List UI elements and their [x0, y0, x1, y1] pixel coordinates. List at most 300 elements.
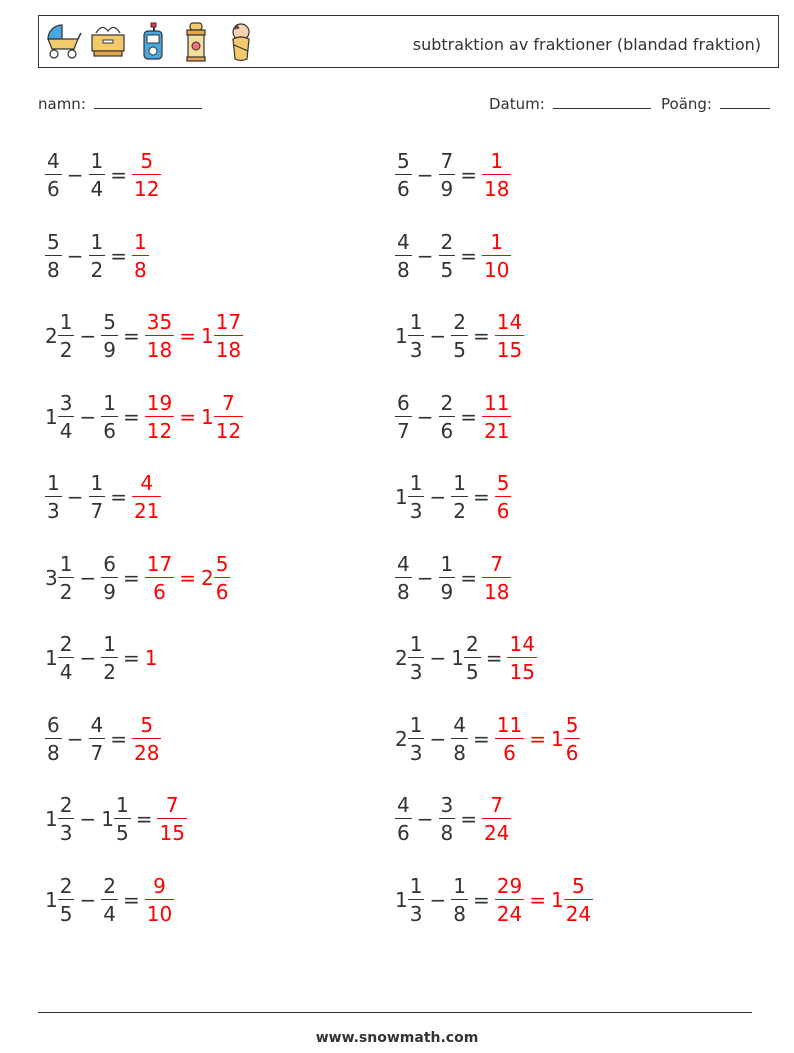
answer-value-denominator: 24 — [496, 901, 523, 926]
problem-row — [395, 710, 580, 768]
header-box — [38, 15, 779, 68]
answer-value-numerator: 7 — [490, 793, 504, 817]
minuend — [395, 873, 424, 926]
subtrahend — [451, 312, 468, 360]
answer-value-fraction — [482, 151, 511, 199]
answer-value — [145, 390, 174, 443]
minus-sign: − — [416, 243, 434, 268]
minus-sign: − — [79, 565, 97, 590]
subtrahend — [439, 229, 456, 282]
answer-value — [201, 312, 243, 360]
answer-value-numerator: 1 — [490, 229, 504, 254]
answer — [482, 151, 511, 199]
answer-value-fraction — [214, 551, 231, 604]
minuend-fraction — [58, 312, 75, 360]
minuend-numerator: 2 — [59, 793, 73, 817]
problem-row — [395, 227, 511, 285]
minuend — [45, 229, 62, 282]
minus-sign: − — [416, 163, 434, 187]
problem-row — [45, 710, 161, 768]
minuend-denominator: 4 — [59, 418, 73, 443]
answer — [145, 551, 231, 604]
answer-value-fraction — [495, 312, 524, 360]
minuend-denominator: 8 — [397, 257, 410, 282]
subtrahend-numerator: 2 — [440, 229, 454, 254]
worksheet-title: subtraktion av fraktioner (blandad fraktion) — [412, 35, 761, 54]
subtrahend-numerator: 1 — [90, 229, 104, 254]
answer-value-numerator: 5 — [565, 712, 579, 737]
answer-value-denominator: 8 — [134, 257, 147, 282]
answer-value-numerator: 1 — [490, 149, 504, 173]
minus-sign: − — [416, 404, 434, 429]
equals-sign: = — [472, 887, 490, 912]
equals-sign: = — [110, 243, 127, 268]
name-field — [38, 95, 202, 113]
score-line[interactable] — [720, 95, 770, 109]
minuend-fraction — [45, 151, 62, 199]
answer-value-denominator: 6 — [503, 740, 516, 765]
minus-sign: − — [429, 324, 447, 348]
answer-value — [132, 712, 161, 765]
answer — [482, 390, 511, 443]
subtrahend — [439, 795, 456, 843]
minuend — [395, 151, 412, 199]
subtrahend-fraction — [101, 312, 118, 360]
minuend-fraction — [395, 390, 412, 443]
minuend-fraction — [408, 473, 425, 521]
subtrahend-fraction — [89, 712, 106, 765]
answer-value-denominator: 6 — [153, 579, 166, 604]
answer-value — [145, 312, 174, 360]
answer-value-numerator: 35 — [146, 310, 173, 334]
problem-row — [45, 468, 161, 526]
subtrahend-fraction — [89, 229, 106, 282]
equals-sign: = — [485, 646, 503, 670]
minuend-denominator: 3 — [409, 740, 423, 765]
answer-value-denominator: 24 — [484, 821, 510, 845]
minuend-numerator: 1 — [59, 310, 73, 334]
subtrahend-denominator: 2 — [90, 257, 104, 282]
answer-value-numerator: 17 — [215, 310, 242, 334]
subtrahend-fraction — [451, 312, 468, 360]
answer-value-fraction — [145, 390, 174, 443]
score-label: Poäng: — [661, 95, 712, 113]
minuend-fraction — [58, 873, 75, 926]
minuend-denominator: 6 — [397, 821, 410, 845]
problem-row — [45, 146, 161, 204]
minuend-whole: 1 — [45, 404, 58, 429]
answer — [495, 312, 524, 360]
minuend — [395, 712, 424, 765]
minuend-numerator: 4 — [397, 793, 410, 817]
minuend-numerator: 6 — [47, 712, 60, 737]
answer-value-numerator: 14 — [509, 632, 535, 656]
minuend-denominator: 3 — [409, 499, 423, 523]
subtrahend-numerator: 1 — [115, 793, 129, 817]
minuend-whole: 1 — [395, 485, 408, 509]
minuend-fraction — [58, 551, 75, 604]
subtrahend-denominator: 9 — [103, 338, 116, 362]
answer — [132, 151, 161, 199]
minus-sign: − — [79, 887, 97, 912]
answer-value-fraction — [145, 873, 174, 926]
answer-value-denominator: 15 — [496, 338, 523, 362]
answer-value-fraction — [495, 473, 512, 521]
minus-sign: − — [429, 485, 447, 509]
answer-value-numerator: 14 — [496, 310, 523, 334]
equals-sign: = — [460, 243, 477, 268]
answer-value-numerator: 7 — [222, 390, 235, 415]
answer-value-numerator: 5 — [140, 712, 154, 737]
minuend-fraction — [408, 312, 425, 360]
subtrahend-numerator: 3 — [440, 793, 454, 817]
answer-value-numerator: 5 — [140, 149, 154, 173]
minuend-denominator: 5 — [59, 901, 73, 926]
tissue-box-icon — [88, 21, 128, 61]
answer — [495, 873, 593, 926]
subtrahend-numerator: 2 — [465, 632, 479, 656]
minuend — [45, 634, 74, 682]
minuend-denominator: 3 — [409, 338, 423, 362]
minuend — [45, 473, 62, 521]
answer-value — [482, 390, 511, 443]
minuend-numerator: 1 — [409, 632, 423, 656]
answer-value-numerator: 4 — [140, 471, 154, 495]
problem-row — [395, 629, 537, 687]
problem-row — [45, 871, 174, 929]
minuend-fraction — [58, 634, 75, 682]
minus-sign: − — [429, 646, 447, 670]
minuend-denominator: 3 — [47, 499, 60, 523]
minuend-denominator: 4 — [59, 660, 73, 684]
name-line[interactable] — [94, 95, 202, 109]
answer-value — [132, 229, 149, 282]
answer-value-numerator: 5 — [572, 873, 585, 898]
subtrahend-denominator: 4 — [103, 901, 116, 926]
answer-value — [495, 312, 524, 360]
subtrahend-denominator: 8 — [440, 821, 454, 845]
subtrahend-fraction — [439, 551, 456, 604]
answer-value-fraction — [132, 712, 161, 765]
answer-value — [200, 390, 243, 443]
answer-value-fraction — [564, 712, 581, 765]
minuend-fraction — [45, 712, 62, 765]
minus-sign: − — [66, 485, 84, 509]
answer-value-fraction — [157, 795, 186, 843]
subtrahend-numerator: 7 — [440, 149, 454, 173]
answer-value-denominator: 21 — [484, 418, 510, 443]
minuend-fraction — [395, 151, 412, 199]
subtrahend-denominator: 2 — [103, 660, 116, 684]
minuend-fraction — [408, 712, 425, 765]
equals-sign: = — [460, 807, 477, 831]
answer-value — [145, 646, 158, 670]
answer-value — [550, 712, 580, 765]
subtrahend-fraction — [101, 390, 118, 443]
answer-value-fraction — [495, 712, 524, 765]
subtrahend — [451, 712, 468, 765]
minuend-numerator: 4 — [47, 149, 60, 173]
equals-sign: = — [110, 726, 127, 751]
subtrahend — [439, 390, 456, 443]
minus-sign: − — [429, 887, 447, 912]
answer-value-fraction — [482, 551, 511, 604]
score-field — [661, 95, 770, 113]
subtrahend-whole: 1 — [451, 646, 464, 670]
answer-value-fraction — [132, 151, 161, 199]
answer-value-fraction — [132, 473, 161, 521]
subtrahend — [451, 473, 468, 521]
minuend-numerator: 1 — [47, 471, 60, 495]
swaddled-baby-icon — [229, 21, 253, 63]
answer — [495, 473, 512, 521]
answer-value-numerator: 5 — [496, 471, 510, 495]
subtrahend — [89, 229, 106, 282]
answer-equals-sign: = — [179, 404, 196, 429]
answer-value-denominator: 24 — [565, 901, 592, 926]
subtrahend-fraction — [439, 229, 456, 282]
subtrahend-numerator: 2 — [453, 310, 466, 334]
subtrahend-fraction — [451, 712, 468, 765]
answer-value — [482, 151, 511, 199]
answer-equals-sign: = — [179, 565, 196, 590]
answer-value-whole: 1 — [550, 726, 564, 751]
minuend — [395, 634, 424, 682]
problem-row — [395, 468, 511, 526]
minuend-fraction — [58, 390, 75, 443]
answer-value-numerator: 19 — [146, 390, 173, 415]
answer-value-whole: 1 — [550, 887, 564, 912]
answer-value-numerator: 17 — [146, 551, 173, 576]
problem-row — [45, 549, 230, 607]
minuend-numerator: 1 — [409, 310, 423, 334]
minuend — [395, 229, 412, 282]
answer-value — [482, 229, 511, 282]
minus-sign: − — [79, 807, 97, 831]
minuend-whole: 3 — [45, 565, 58, 590]
answer-value-denominator: 15 — [509, 660, 535, 684]
equals-sign: = — [122, 565, 140, 590]
minuend — [395, 312, 424, 360]
answer-value-denominator: 18 — [484, 579, 510, 604]
answer-value — [200, 551, 230, 604]
subtrahend-denominator: 8 — [453, 901, 466, 926]
minuend — [395, 473, 424, 521]
minuend-numerator: 4 — [397, 551, 410, 576]
answer-value-numerator: 11 — [496, 712, 523, 737]
answer — [145, 312, 243, 360]
subtrahend-numerator: 1 — [440, 551, 454, 576]
problem-row — [45, 629, 157, 687]
minuend-fraction — [408, 873, 425, 926]
subtrahend-numerator: 1 — [453, 873, 466, 898]
answer — [145, 390, 243, 443]
equals-sign: = — [472, 726, 490, 751]
answer — [482, 795, 511, 843]
answer — [157, 795, 186, 843]
answer-value-denominator: 28 — [134, 740, 160, 765]
subtrahend — [101, 390, 118, 443]
subtrahend-denominator: 5 — [465, 660, 479, 684]
minuend-fraction — [45, 473, 62, 521]
problem-row — [45, 307, 243, 365]
minuend-numerator: 1 — [409, 471, 423, 495]
minus-sign: − — [429, 726, 447, 751]
equals-sign: = — [122, 887, 140, 912]
footer-url: www.snowmath.com — [315, 1030, 479, 1046]
answer-value-fraction — [145, 312, 174, 360]
subtrahend-denominator: 9 — [103, 579, 116, 604]
subtrahend-denominator: 5 — [440, 257, 454, 282]
footer-divider — [38, 1012, 752, 1013]
problem-row — [395, 871, 593, 929]
subtrahend — [101, 634, 118, 682]
answer-value-fraction — [482, 390, 511, 443]
equals-sign: = — [122, 646, 140, 670]
answer-value-denominator: 18 — [146, 338, 173, 362]
subtrahend-numerator: 1 — [90, 149, 104, 173]
problem-row — [395, 790, 511, 848]
baby-monitor-icon — [140, 21, 166, 63]
answer-value-fraction — [482, 795, 511, 843]
minuend-denominator: 7 — [397, 418, 410, 443]
answer-value — [550, 873, 593, 926]
subtrahend-numerator: 5 — [103, 310, 116, 334]
equals-sign: = — [460, 565, 477, 590]
subtrahend-fraction — [439, 795, 456, 843]
equals-sign: = — [135, 807, 153, 831]
minus-sign: − — [66, 163, 84, 187]
minuend-fraction — [45, 229, 62, 282]
subtrahend-numerator: 1 — [453, 471, 466, 495]
problem-row — [45, 227, 149, 285]
subtrahend-numerator: 1 — [90, 471, 104, 495]
minuend-whole: 1 — [395, 887, 408, 912]
answer-value — [507, 634, 536, 682]
answer-value-denominator: 6 — [565, 740, 579, 765]
subtrahend-fraction — [114, 795, 131, 843]
subtrahend-denominator: 5 — [115, 821, 129, 845]
problem-row — [395, 146, 511, 204]
equals-sign: = — [110, 163, 127, 187]
answer-value — [482, 551, 511, 604]
problem-row — [395, 307, 524, 365]
answer — [145, 873, 174, 926]
answer — [145, 646, 158, 670]
minuend-denominator: 8 — [47, 257, 60, 282]
subtrahend-fraction — [101, 551, 118, 604]
answer — [132, 229, 149, 282]
subtrahend-fraction — [451, 473, 468, 521]
subtrahend-numerator: 6 — [103, 551, 116, 576]
subtrahend — [101, 312, 118, 360]
subtrahend — [89, 473, 106, 521]
subtrahend-denominator: 7 — [90, 499, 104, 523]
date-line[interactable] — [553, 95, 651, 109]
answer-value — [132, 151, 161, 199]
subtrahend — [439, 151, 456, 199]
minus-sign: − — [66, 726, 84, 751]
subtrahend-denominator: 6 — [103, 418, 116, 443]
answer — [132, 473, 161, 521]
answer-value — [495, 473, 512, 521]
subtrahend — [101, 551, 118, 604]
answer — [132, 712, 161, 765]
minuend-whole: 2 — [395, 646, 408, 670]
answer-value-whole: 1 — [144, 646, 158, 670]
minuend-denominator: 2 — [59, 338, 73, 362]
answer — [482, 229, 511, 282]
problem-row — [45, 388, 243, 446]
answer-value-denominator: 12 — [134, 177, 160, 201]
answer-value-denominator: 18 — [215, 338, 242, 362]
minuend-numerator: 2 — [59, 632, 73, 656]
minus-sign: − — [416, 565, 434, 590]
answer-equals-sign: = — [529, 726, 546, 751]
answer-value-denominator: 6 — [496, 499, 510, 523]
answer-value-numerator: 11 — [484, 390, 510, 415]
answer-value-numerator: 29 — [496, 873, 523, 898]
minuend-denominator: 6 — [397, 177, 410, 201]
answer-value — [482, 795, 511, 843]
minuend — [45, 795, 74, 843]
answer-value — [495, 712, 524, 765]
date-label: Datum: — [489, 95, 545, 113]
minuend — [395, 795, 412, 843]
minuend-whole: 2 — [395, 726, 408, 751]
minuend — [45, 390, 74, 443]
minuend-denominator: 8 — [47, 740, 60, 765]
minuend-numerator: 4 — [397, 229, 410, 254]
subtrahend-numerator: 4 — [90, 712, 104, 737]
equals-sign: = — [472, 324, 490, 348]
answer-value-denominator: 6 — [215, 579, 229, 604]
subtrahend-denominator: 8 — [453, 740, 466, 765]
equals-sign: = — [122, 324, 140, 348]
equals-sign: = — [460, 163, 477, 187]
subtrahend-fraction — [439, 151, 456, 199]
subtrahend-fraction — [439, 390, 456, 443]
subtrahend — [439, 551, 456, 604]
subtrahend — [89, 151, 106, 199]
problem-row — [45, 790, 187, 848]
minuend-fraction — [395, 551, 412, 604]
subtrahend-numerator: 4 — [453, 712, 466, 737]
minuend — [45, 712, 62, 765]
answer-value-whole: 1 — [200, 324, 214, 348]
minuend-whole: 1 — [395, 324, 408, 348]
minuend — [45, 312, 74, 360]
minus-sign: − — [79, 404, 97, 429]
subtrahend-fraction — [101, 873, 118, 926]
minuend-whole: 1 — [45, 646, 58, 670]
minus-sign: − — [79, 646, 97, 670]
answer-equals-sign: = — [529, 887, 546, 912]
answer-value — [157, 795, 186, 843]
minuend-whole: 1 — [45, 807, 58, 831]
minuend — [45, 551, 74, 604]
minuend-fraction — [408, 634, 425, 682]
subtrahend-fraction — [464, 634, 481, 682]
minuend-denominator: 2 — [59, 579, 73, 604]
minuend-numerator: 5 — [47, 229, 60, 254]
baby-carriage-icon — [44, 21, 82, 61]
subtrahend-numerator: 2 — [103, 873, 116, 898]
answer-value-fraction — [507, 634, 536, 682]
equals-sign: = — [460, 404, 477, 429]
minuend-numerator: 1 — [409, 712, 423, 737]
subtrahend-denominator: 7 — [90, 740, 104, 765]
